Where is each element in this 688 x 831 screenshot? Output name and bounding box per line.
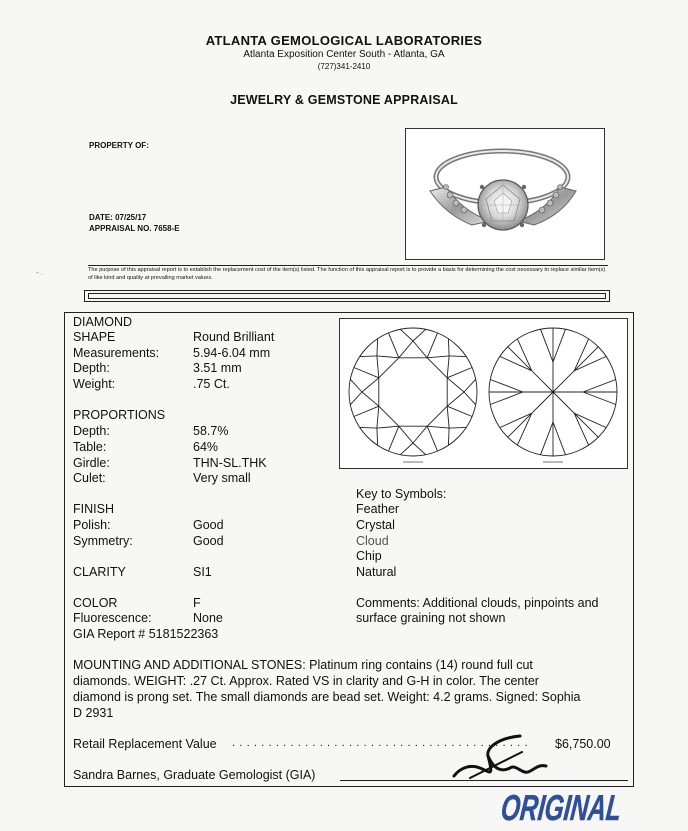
clarity-value: SI1 <box>193 565 212 579</box>
diamond-depth-value: 3.51 mm <box>193 361 242 375</box>
polish-label: Polish: <box>73 518 111 532</box>
comments-line-2: surface graining not shown <box>356 611 506 625</box>
original-stamp <box>499 782 680 828</box>
lab-address: Atlanta Exposition Center South - Atlanta, GA <box>243 49 445 60</box>
finish-heading: FINISH <box>73 502 114 516</box>
table-label: Table: <box>73 440 107 454</box>
handwritten-signature <box>450 728 570 788</box>
fluorescence-label: Fluorescence: <box>73 611 152 625</box>
lab-phone: (727)341-2410 <box>317 62 371 71</box>
date-row <box>89 213 146 222</box>
appraisal-number-row <box>89 224 180 233</box>
weight-label: Weight: <box>73 377 116 391</box>
color-value: F <box>193 596 201 610</box>
property-of-label: PROPERTY OF: <box>89 141 149 150</box>
key-item-cloud: Cloud <box>356 534 389 548</box>
retail-value-amount: $6,750.00 <box>555 737 611 751</box>
comments-line-1: Comments: Additional clouds, pinpoints and <box>356 596 599 610</box>
shape-label: SHAPE <box>73 330 116 344</box>
culet-value: Very small <box>193 471 251 485</box>
mounting-line-4: D 2931 <box>73 706 114 720</box>
clarity-label: CLARITY <box>73 565 126 579</box>
appraisal-number-label: APPRAISAL NO. <box>89 224 152 233</box>
color-label: COLOR <box>73 596 118 610</box>
purpose-statement: The purpose of this appraisal report is to establish the replacement cost of the item(s) listed. The function of this appraisal report is to provide a basis for determining the cost necessary to replace similar item(s) of like kind and quality at prevailing market values. <box>88 265 608 282</box>
girdle-label: Girdle: <box>73 456 110 470</box>
polish-value: Good <box>193 518 224 532</box>
retail-value-label: Retail Replacement Value <box>73 737 217 751</box>
key-item-natural: Natural <box>356 565 397 579</box>
measurements-label: Measurements: <box>73 346 160 360</box>
document-title: JEWELRY & GEMSTONE APPRAISAL <box>230 93 458 107</box>
crown-view-diagram <box>349 328 477 456</box>
diamond-depth-label: Depth: <box>73 361 110 375</box>
mounting-line-2: diamonds. WEIGHT: .27 Ct. Approx. Rated VS in clarity and G-H in color. The center <box>73 674 539 688</box>
diamond-heading: DIAMOND <box>73 315 133 329</box>
weight-value: .75 Ct. <box>193 377 230 391</box>
appraisal-number-value: 7658-E <box>153 224 180 233</box>
shape-value: Round Brilliant <box>193 330 275 344</box>
proportion-depth-value: 58.7% <box>193 424 229 438</box>
key-item-crystal: Crystal <box>356 518 395 532</box>
table-value: 64% <box>193 440 219 454</box>
diamond-plot <box>339 318 628 469</box>
key-item-feather: Feather <box>356 502 400 516</box>
key-item-chip: Chip <box>356 549 382 563</box>
pavilion-view-diagram <box>489 328 617 456</box>
symmetry-label: Symmetry: <box>73 534 133 548</box>
svg-text:ORIGINAL: ORIGINAL <box>499 787 680 828</box>
proportion-depth-label: Depth: <box>73 424 110 438</box>
retail-value-dots: . . . . . . . . . . . . . . . . . . . . . . . . . . . . . . . . . . . . . . . . . <box>232 737 529 749</box>
date-label: DATE: <box>89 213 113 222</box>
symmetry-value: Good <box>193 534 224 548</box>
culet-label: Culet: <box>73 471 106 485</box>
lab-name: ATLANTA GEMOLOGICAL LABORATORIES <box>205 33 483 48</box>
fluorescence-value: None <box>193 611 223 625</box>
diamond-plot-diagram <box>340 319 629 470</box>
ring-image <box>406 129 604 259</box>
divider-bar <box>84 290 610 302</box>
girdle-value: THN-SL.THK <box>193 456 267 470</box>
original-stamp-graphic <box>499 782 680 828</box>
appraiser-name: Sandra Barnes, Graduate Gemologist (GIA) <box>73 768 316 782</box>
gia-report: GIA Report # 5181522363 <box>73 627 219 641</box>
proportions-heading: PROPORTIONS <box>73 408 166 422</box>
mounting-line-3: diamond is prong set. The small diamonds are bead set. Weight: 4.2 grams. Signed: Sophia <box>73 690 581 704</box>
mounting-line-1: MOUNTING AND ADDITIONAL STONES: Platinum ring contains (14) round full cut <box>73 658 533 672</box>
margin-mark: - . <box>36 268 44 277</box>
key-heading: Key to Symbols: <box>356 487 447 501</box>
date-value: 07/25/17 <box>115 213 147 222</box>
measurements-value: 5.94-6.04 mm <box>193 346 271 360</box>
ring-photo <box>405 128 605 260</box>
mounting-description <box>73 657 633 721</box>
